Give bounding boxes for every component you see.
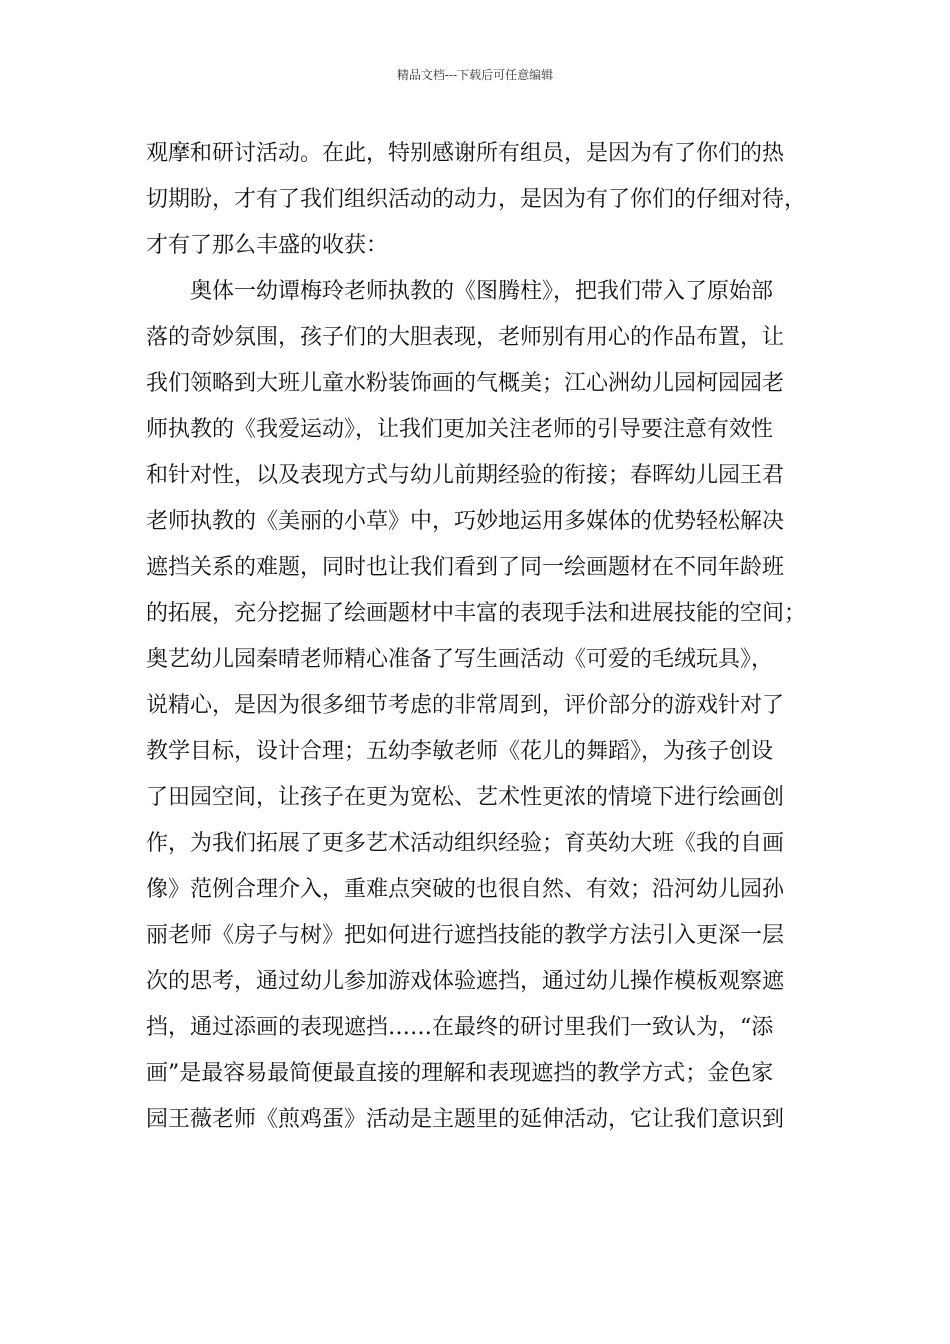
text-line-20: 挡，通过添画的表现遮挡……在最终的研讨里我们一致认为，“添 [146, 1015, 774, 1040]
text-line-4: 奥体一幼谭梅玲老师执教的《图腾柱》，把我们带入了原始部 [190, 279, 774, 304]
text-line-5: 落的奇妙氛围，孩子们的大胆表现，老师别有用心的作品布置，让 [146, 325, 785, 350]
text-line-2: 切期盼，才有了我们组织活动的动力，是因为有了你们的仔细对待， [146, 187, 807, 212]
document-body [146, 131, 816, 1143]
text-line-21: 画”是最容易最简便最直接的理解和表现遮挡的教学方式；金色家 [146, 1061, 774, 1086]
text-line-17: 像》范例合理介入，重难点突破的也很自然、有效；沿河幼儿园孙 [146, 877, 785, 902]
text-line-8: 和针对性，以及表现方式与幼儿前期经验的衔接；春晖幼儿园王君 [146, 463, 785, 488]
text-line-22: 园王薇老师《煎鸡蛋》活动是主题里的延伸活动，它让我们意识到 [146, 1107, 785, 1132]
text-line-9: 老师执教的《美丽的小草》中，巧妙地运用多媒体的优势轻松解决 [146, 509, 785, 534]
text-line-15: 了田园空间，让孩子在更为宽松、艺术性更浓的情境下进行绘画创 [146, 785, 785, 810]
text-line-14: 教学目标，设计合理；五幼李敏老师《花儿的舞蹈》，为孩子创设 [146, 739, 774, 764]
text-line-7: 师执教的《我爱运动》，让我们更加关注老师的引导要注意有效性 [146, 417, 774, 442]
text-line-16: 作，为我们拓展了更多艺术活动组织经验；育英幼大班《我的自画 [146, 831, 785, 856]
text-line-10: 遮挡关系的难题，同时也让我们看到了同一绘画题材在不同年龄班 [146, 555, 785, 580]
text-line-1: 观摩和研讨活动。在此，特别感谢所有组员，是因为有了你们的热 [146, 141, 785, 166]
text-line-18: 丽老师《房子与树》把如何进行遮挡技能的教学方法引入更深一层 [146, 923, 785, 948]
text-line-12: 奥艺幼儿园秦晴老师精心准备了写生画活动《可爱的毛绒玩具》， [146, 647, 774, 672]
text-line-11: 的拓展，充分挖掘了绘画题材中丰富的表现手法和进展技能的空间； [146, 601, 807, 626]
text-line-3: 才有了那么丰盛的收获： [146, 233, 389, 258]
text-line-6: 我们领略到大班儿童水粉装饰画的气概美；江心洲幼儿园柯园园老 [146, 371, 785, 396]
page-header: 精品文档---下载后可任意编辑 [396, 68, 554, 82]
text-line-19: 次的思考，通过幼儿参加游戏体验遮挡，通过幼儿操作模板观察遮 [146, 969, 785, 994]
text-line-13: 说精心，是因为很多细节考虑的非常周到，评价部分的游戏针对了 [146, 693, 785, 718]
